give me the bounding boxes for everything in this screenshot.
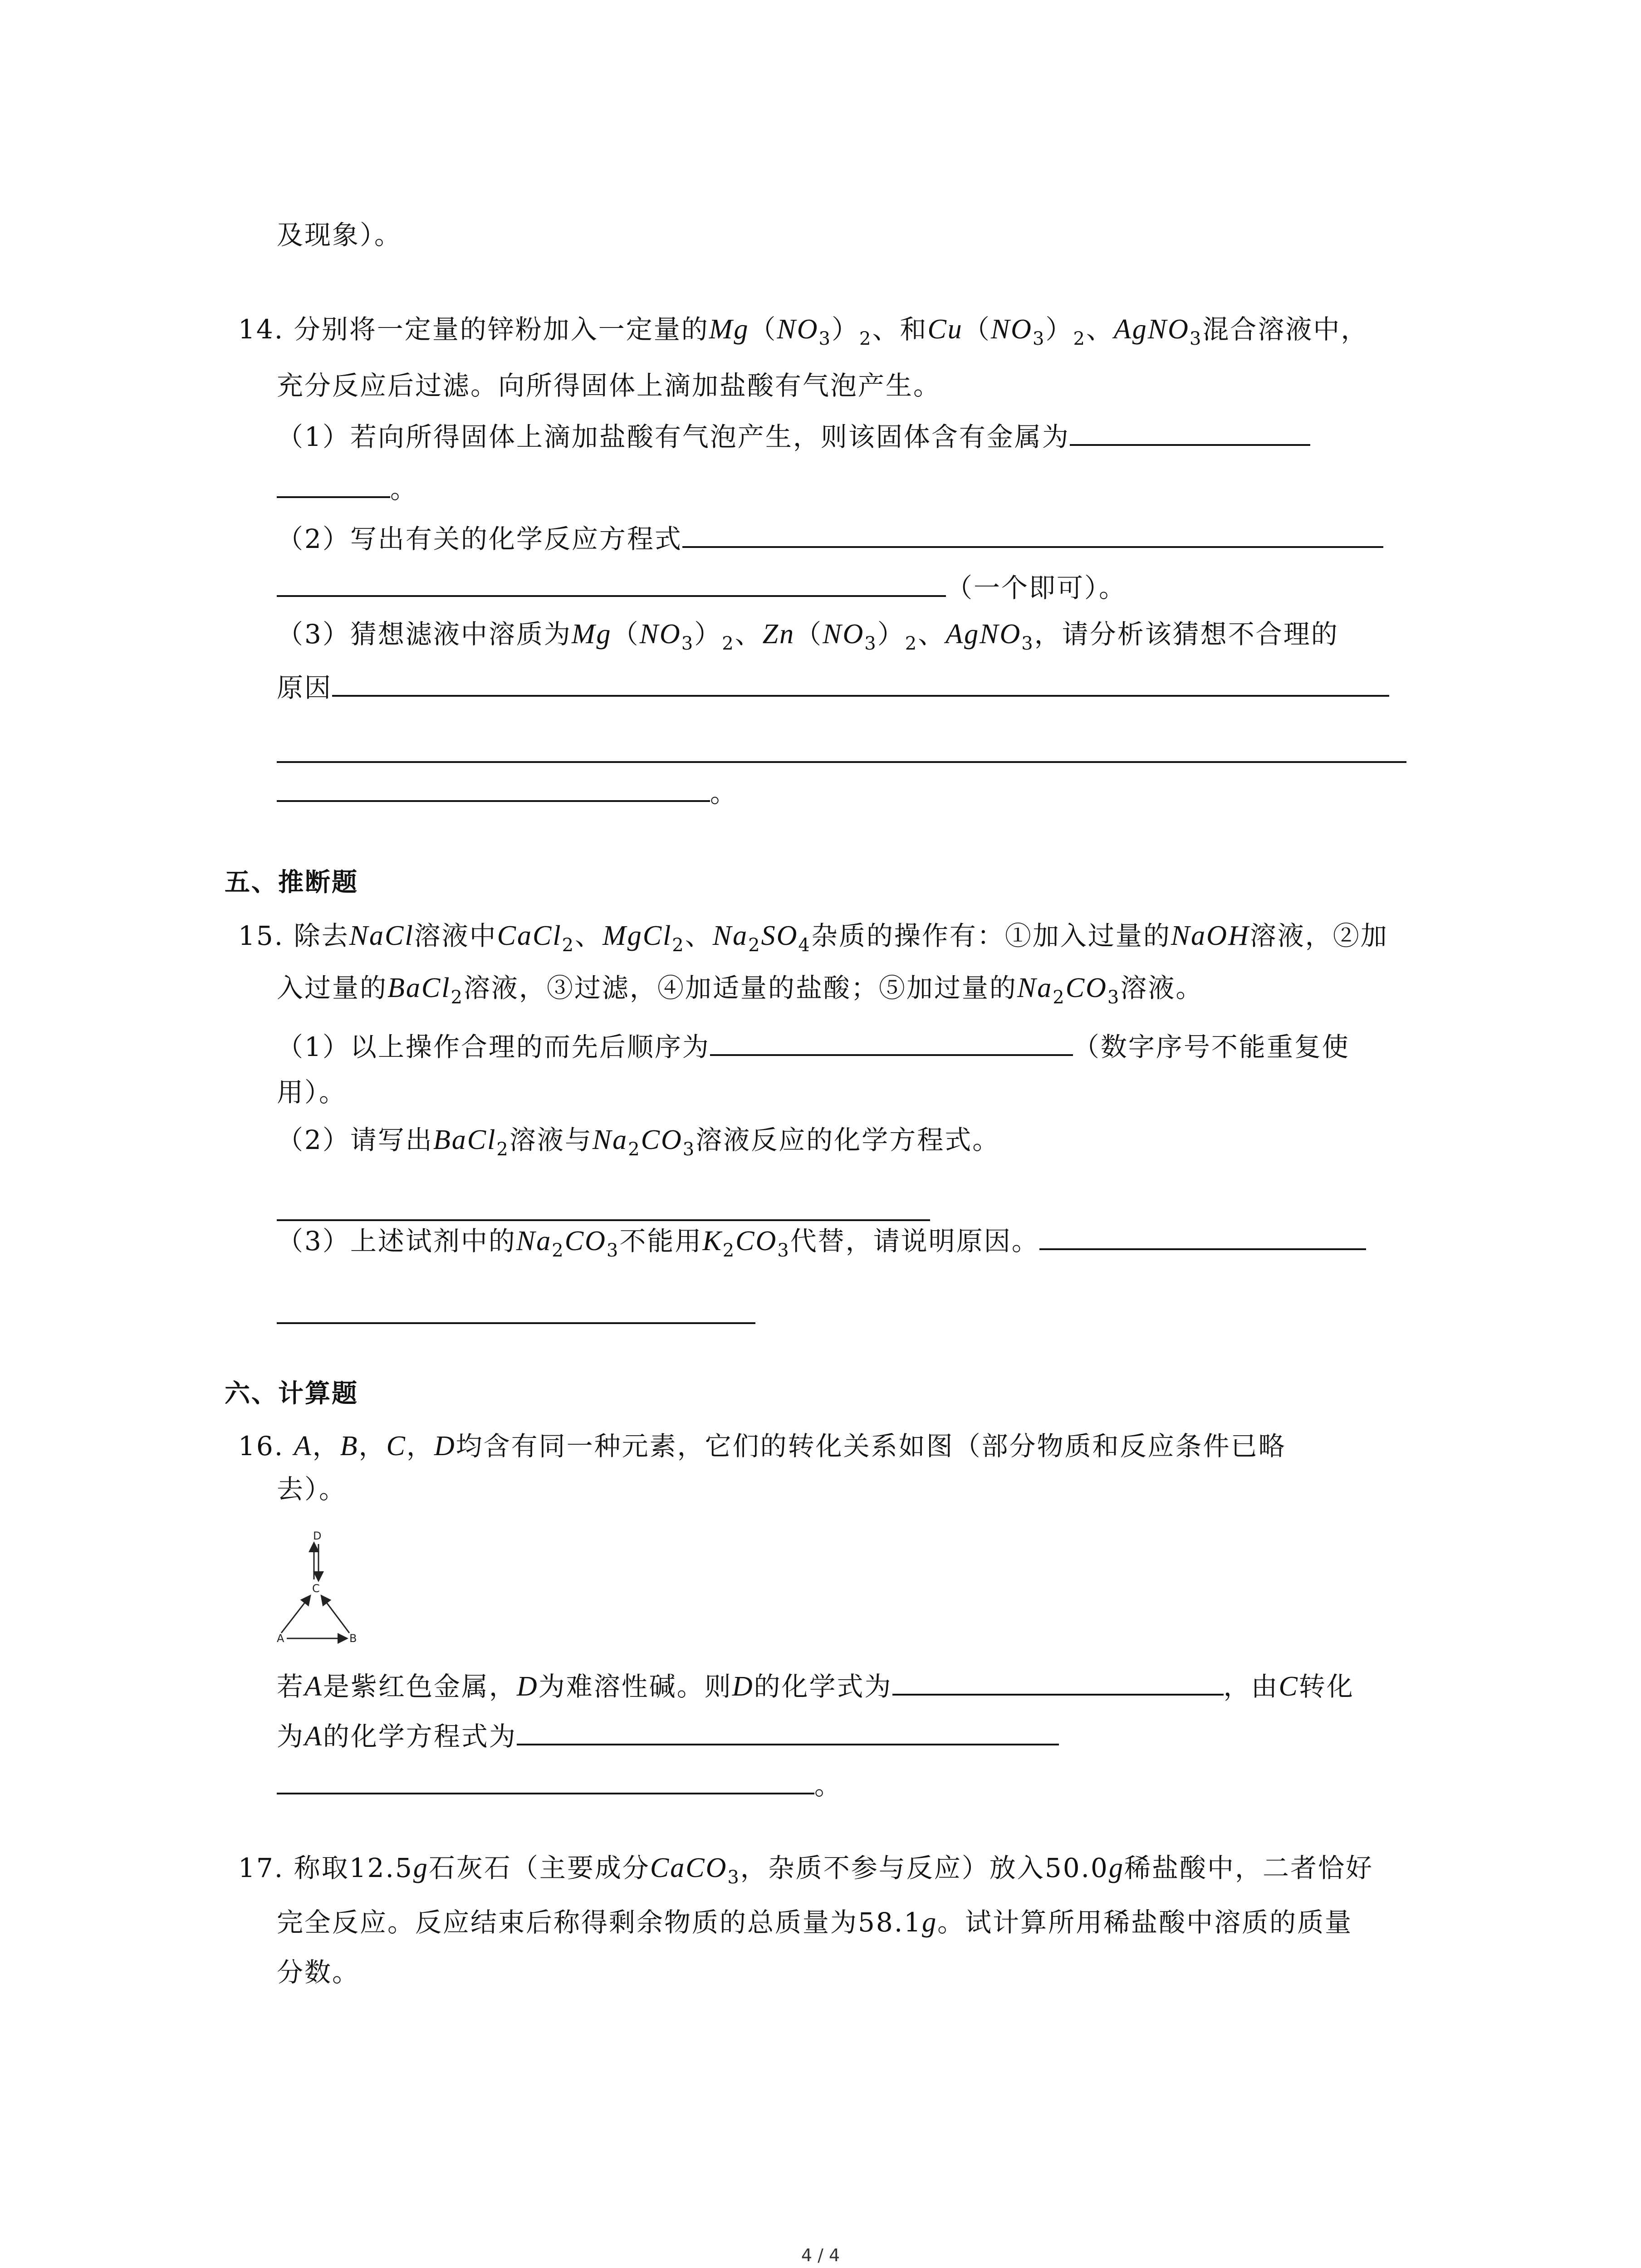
q16-number: 16.	[238, 1431, 284, 1461]
formula-agno3: AgNO	[1113, 314, 1190, 345]
punct: 。	[390, 474, 418, 504]
q16-text: 转化	[1298, 1671, 1354, 1702]
q15-text: 除去	[294, 920, 349, 951]
subscript: 3	[818, 328, 832, 349]
diagram-label-d: D	[313, 1530, 322, 1542]
q14-text: 、	[1086, 314, 1114, 345]
subscript: 2	[722, 1240, 736, 1261]
q16-text: 为	[277, 1721, 305, 1752]
formula-na2so4: SO	[761, 920, 798, 951]
formula-na2co3: Na	[1017, 973, 1053, 1003]
subscript: 2	[496, 1139, 509, 1160]
q16-part-cont	[277, 1719, 1059, 1754]
q14-part1-cont	[277, 472, 418, 506]
formula-no3: NO	[639, 619, 681, 650]
q14-part3-reason	[277, 670, 1389, 705]
answer-blank[interactable]	[517, 1720, 1059, 1745]
q15-part2-text: （2）请写出	[277, 1124, 433, 1155]
formula-na2co3: CO	[564, 1226, 607, 1256]
formula-cacl2: CaCl	[497, 920, 562, 951]
q14-text: 、和	[872, 314, 928, 345]
q15-part1-cont: 用）。	[277, 1077, 347, 1108]
punct: ，	[312, 1431, 340, 1461]
mass-value: 50.0	[1044, 1853, 1109, 1883]
formula-mgcl2: MgCl	[603, 920, 672, 951]
q16-text: 是紫红色金属，	[323, 1671, 517, 1702]
formula-mg: Mg	[571, 619, 612, 650]
subscript: 2	[905, 633, 918, 654]
subscript: 2	[722, 633, 735, 654]
q16-text: 若	[277, 1671, 305, 1702]
punct: ，	[358, 1431, 387, 1461]
diagram-label-c: C	[312, 1582, 320, 1595]
q17-text: 稀盐酸中，二者恰好	[1124, 1853, 1373, 1883]
formula-k2co3: K	[702, 1226, 723, 1256]
q14-part2-note: （一个即可）。	[946, 572, 1127, 603]
answer-blank[interactable]	[277, 473, 390, 498]
answer-blank[interactable]	[332, 671, 1389, 697]
subscript: 4	[798, 935, 811, 956]
q14-part3-label: 原因	[277, 672, 333, 703]
answer-blank[interactable]	[277, 777, 710, 802]
q15-text: 溶液。	[1120, 973, 1204, 1003]
answer-line[interactable]	[277, 1322, 755, 1324]
q15-line1: 15. 除去NaCl溶液中CaCl$_2$、MgCl$_2$、$Na_2SO_4$杂质的操作有：①加入过量的NaOH溶液，②加	[238, 920, 1388, 956]
q15-part2-text: 溶液反应的化学方程式。	[696, 1124, 1000, 1155]
subscript: 2	[628, 1139, 641, 1160]
q16-line2: 去）。	[277, 1474, 347, 1505]
subscript: 3	[1107, 987, 1121, 1008]
q16-part-end	[277, 1768, 842, 1803]
q15-part3-text: 不能用	[619, 1226, 703, 1256]
q17-line2	[277, 1905, 1352, 1940]
q14-part3-text: （3）猜想滤液中溶质为	[277, 619, 572, 650]
var-d: D	[434, 1431, 456, 1461]
section-heading-inference: 五、推断题	[225, 868, 358, 897]
q16-text: 为难溶性碱。则	[538, 1671, 732, 1702]
subscript: 3	[1189, 328, 1203, 349]
subscript: 2	[1073, 328, 1086, 349]
formula-na2co3: CO	[1065, 973, 1107, 1003]
section-heading-calculation: 六、计算题	[225, 1379, 358, 1408]
subscript: 2	[672, 935, 685, 956]
punct: ，	[406, 1431, 434, 1461]
q15-line2	[277, 971, 1204, 1008]
subscript: 3	[864, 633, 877, 654]
subscript: 2	[859, 328, 872, 349]
q16-part	[277, 1669, 1354, 1704]
formula-na2co3: Na	[592, 1124, 628, 1155]
q14-text: 混合溶液中，	[1202, 314, 1369, 345]
var-a: A	[294, 1431, 313, 1461]
subscript: 3	[1032, 328, 1046, 349]
q17-text: 。试计算所用稀盐酸中溶质的质量	[937, 1907, 1353, 1938]
formula-agno3: AgNO	[945, 619, 1022, 650]
q15-text: 溶液，③过滤，④加适量的盐酸；⑤加过量的	[463, 973, 1017, 1003]
formula-bacl2: BaCl	[387, 973, 451, 1003]
var-d: D	[732, 1671, 754, 1702]
q14-part2-text: （2）写出有关的化学反应方程式	[277, 523, 682, 554]
q17-text: 完全反应。反应结束后称得剩余物质的总质量为	[277, 1907, 858, 1938]
answer-blank[interactable]	[277, 572, 946, 597]
var-c: C	[386, 1431, 407, 1461]
diagram-label-b: B	[349, 1632, 357, 1645]
q14-part3: （3）猜想滤液中溶质为$Mg(NO_3)_2$、$Zn(NO_3)_2$、AgNO$_3$，请分析该猜想不合理的	[277, 619, 1339, 654]
subscript: 3	[1021, 633, 1034, 654]
unit-g: g	[922, 1907, 938, 1938]
subscript: 3	[681, 633, 695, 654]
subscript: 2	[552, 1240, 565, 1261]
formula-nacl: NaCl	[349, 920, 414, 951]
q17-line1	[238, 1851, 1373, 1888]
var-b: B	[340, 1431, 359, 1461]
q16-text: 的化学方程式为	[323, 1721, 517, 1752]
diagram-label-a: A	[277, 1632, 284, 1645]
answer-line[interactable]	[277, 1219, 930, 1221]
formula-k2co3: CO	[735, 1226, 778, 1256]
formula-naoh: NaOH	[1171, 920, 1250, 951]
mass-value: 58.1	[858, 1907, 922, 1938]
answer-blank[interactable]	[277, 1769, 814, 1794]
q14-part1-text: （1）若向所得固体上滴加盐酸有气泡产生，则该固体含有金属为	[277, 421, 1070, 452]
formula-cu: Cu	[927, 314, 963, 345]
subscript: 2	[748, 935, 761, 956]
subscript: 2	[562, 935, 575, 956]
q17-number: 17.	[238, 1853, 284, 1883]
q14-part2-cont	[277, 571, 1127, 605]
q17-text: 石灰石（主要成分	[428, 1853, 650, 1883]
q14-part3-end	[277, 776, 738, 810]
answer-blank[interactable]	[682, 523, 1383, 548]
q15-part2	[277, 1123, 1000, 1160]
subscript: 2	[451, 987, 464, 1008]
punct: 。	[710, 777, 738, 808]
var-d: D	[516, 1671, 539, 1702]
subscript: 3	[606, 1240, 620, 1261]
q15-text: 溶液中	[414, 920, 497, 951]
var-a: A	[304, 1671, 323, 1702]
formula-no3: NO	[990, 314, 1033, 345]
var-a: A	[304, 1721, 323, 1752]
subscript: 3	[682, 1139, 696, 1160]
subscript: 3	[777, 1240, 790, 1261]
answer-blank[interactable]	[710, 1031, 1073, 1056]
q15-text: 溶液，②加	[1249, 920, 1388, 951]
q15-part3-text: 代替，请说明原因。	[790, 1226, 1039, 1256]
q15-part1	[277, 1030, 1350, 1064]
q17-text: 称取	[294, 1853, 349, 1883]
q17-line3: 分数。	[277, 1957, 360, 1988]
q16-text: 均含有同一种元素，它们的转化关系如图（部分物质和反应条件已略	[456, 1431, 1286, 1461]
answer-blank[interactable]	[892, 1670, 1224, 1696]
q14-line1: 14. 分别将一定量的锌粉加入一定量的$Mg(NO_3)_2$、和$Cu(NO_3)_2$、AgNO$_3$混合溶液中，	[238, 314, 1369, 349]
q15-text: 入过量的	[277, 973, 388, 1003]
q14-part2	[277, 522, 1383, 556]
formula-na2so4: Na	[712, 920, 749, 951]
continuation-text: 及现象）。	[277, 220, 402, 250]
formula-na2co3: Na	[516, 1226, 552, 1256]
q14-number: 14.	[238, 314, 284, 345]
q17-text: ，杂质不参与反应）放入	[740, 1853, 1045, 1883]
page-number: 4 / 4	[801, 2245, 840, 2265]
q15-part2-text: 溶液与	[509, 1124, 593, 1155]
q15-part1-text: （1）以上操作合理的而先后顺序为	[277, 1031, 710, 1062]
q14-text: 分别将一定量的锌粉加入一定量的	[294, 314, 709, 345]
formula-no3: NO	[777, 314, 819, 345]
formula-na2co3: CO	[641, 1124, 683, 1155]
answer-blank[interactable]	[1039, 1225, 1366, 1250]
formula-mg: Mg	[709, 314, 749, 345]
answer-blank[interactable]	[1070, 420, 1310, 446]
unit-g: g	[1108, 1853, 1124, 1883]
q16-text: 的化学式为	[754, 1671, 892, 1702]
q15-part3-text: （3）上述试剂中的	[277, 1226, 516, 1256]
var-c: C	[1279, 1671, 1299, 1702]
formula-zn: Zn	[762, 619, 795, 650]
mass-value: 12.5	[349, 1853, 413, 1883]
q15-text: 杂质的操作有：①加入过量的	[811, 920, 1171, 951]
unit-g: g	[413, 1853, 429, 1883]
q15-part3	[277, 1224, 1366, 1261]
q15-number: 15.	[238, 920, 284, 951]
diagram-arrow-a-to-c	[281, 1597, 309, 1633]
q16-text: ，由	[1223, 1671, 1279, 1702]
subscript: 3	[727, 1867, 740, 1888]
conversion-diagram	[277, 1529, 367, 1647]
q14-part3-text: ，请分析该猜想不合理的	[1034, 619, 1339, 650]
formula-bacl2: BaCl	[433, 1124, 497, 1155]
formula-caco3: CaCO	[650, 1853, 728, 1883]
punct: 。	[814, 1770, 843, 1801]
subscript: 2	[1053, 987, 1066, 1008]
q16-line1	[238, 1429, 1286, 1463]
q14-line2: 充分反应后过滤。向所得固体上滴加盐酸有气泡产生。	[277, 370, 941, 401]
answer-line[interactable]	[277, 761, 1406, 763]
formula-no3: NO	[823, 619, 865, 650]
diagram-arrow-b-to-c	[322, 1597, 349, 1633]
q14-part1	[277, 420, 1310, 454]
q15-part1-note: （数字序号不能重复使	[1073, 1031, 1350, 1062]
